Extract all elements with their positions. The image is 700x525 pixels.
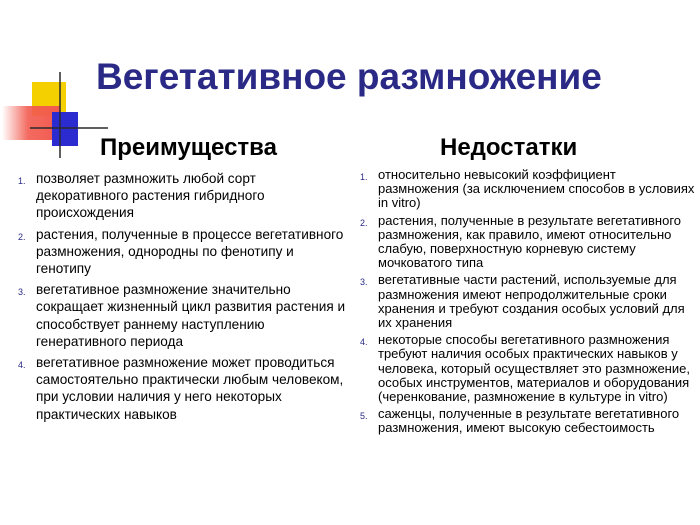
deco-blue-square (52, 112, 78, 146)
item-text: вегетативное размножение может проводиться самостоятельно практически любым человеком, при условии наличия у него некоторых практических навыков (36, 355, 344, 422)
item-number: 5. (360, 411, 368, 422)
disadvantage-item (360, 407, 696, 435)
item-number: 3. (360, 277, 368, 288)
item-text: вегетативные части растений, используемые для размножения имеют непродолжительные сроки хранения и требуют создания особых условий для их хранения (378, 272, 685, 331)
disadvantages-heading: Недостатки (440, 134, 578, 161)
item-text: некоторые способы вегетативного размножения требуют наличия особых практических навыков у человека, который осуществляет это размножение, особых инструментов, материалов и оборудования (черенкование, размножение в культуре in vitro) (378, 332, 690, 405)
disadvantage-item (360, 168, 696, 211)
page-title: Вегетативное размножение (96, 56, 602, 97)
item-number: 3. (18, 287, 26, 298)
item-number: 2. (18, 231, 26, 242)
item-text: позволяет размножить любой сорт декоративного растения гибридного происхождения (36, 171, 265, 221)
item-text: растения, полученные в результате вегетативного размножения, как правило, имеют относительно слабую, поверхностную корневую систему мочковатого типа (378, 212, 681, 271)
disadvantage-item (360, 333, 696, 404)
advantages-list (18, 170, 348, 427)
advantages-heading: Преимущества (100, 134, 277, 161)
disadvantage-item (360, 273, 696, 330)
advantage-item (18, 354, 348, 423)
item-text: растения, полученные в процессе вегетативного размножения, однородны по фенотипу и генотипу (36, 226, 344, 277)
decorative-squares-graphic (0, 0, 110, 160)
item-number: 1. (18, 176, 26, 186)
item-number: 4. (360, 337, 368, 348)
deco-red-bar (2, 106, 60, 140)
item-number: 1. (360, 172, 368, 182)
advantage-item (18, 226, 348, 278)
item-text: относительно невысокий коэффициент размножения (за исключением способов в условиях in vitro) (378, 167, 695, 211)
disadvantages-list (360, 168, 696, 439)
advantage-item (18, 281, 348, 350)
item-number: 4. (18, 360, 26, 371)
advantage-item (18, 170, 348, 222)
item-text: вегетативное размножение значительно сокращает жизненный цикл развития растения и способствует раннему наступлению генеративного периода (36, 282, 346, 349)
disadvantage-item (360, 214, 696, 271)
item-number: 2. (360, 217, 368, 228)
item-text: саженцы, полученные в результате вегетативного размножения, имеют высокую себестоимость (378, 406, 680, 436)
